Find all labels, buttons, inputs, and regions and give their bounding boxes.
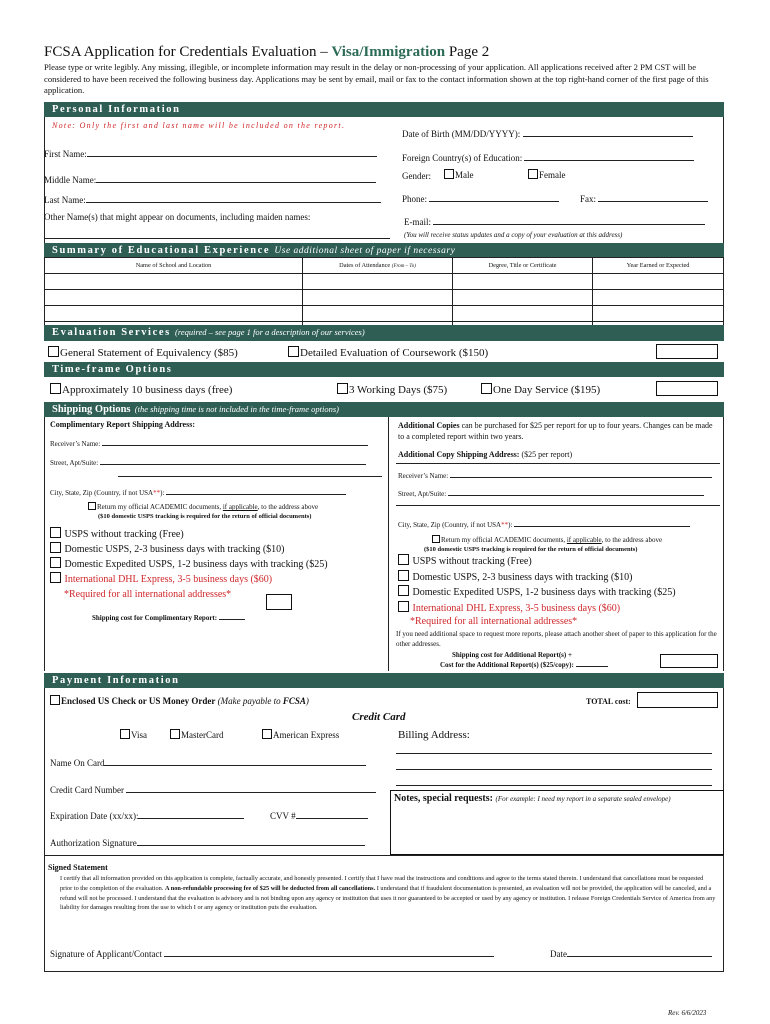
statement-heading: Signed Statement [48,863,108,872]
additional-address-line[interactable] [396,463,720,464]
title-accent: Visa/Immigration [331,44,446,60]
col-dates: Dates of Attendance (From – To) [303,258,453,274]
comp-shipping-cost-box[interactable] [266,594,292,610]
add-return-docs-checkbox[interactable] [432,535,440,543]
email-field[interactable]: E-mail: [404,216,705,227]
comp-required-intl: *Required for all international addresses* [64,589,232,600]
add-shipping-cost-box[interactable] [660,654,718,668]
add-expedited-checkbox[interactable] [398,585,409,596]
add-return-docs[interactable]: Return my official ACADEMIC documents, if applicable, to the address above [432,535,662,544]
comp-receiver-field[interactable]: Receiver’s Name: [50,437,368,448]
timeframe-cost-box[interactable] [656,381,718,396]
timeframe-3-days-checkbox[interactable] [337,383,348,394]
revision-date: Rev. 6/6/2023 [668,1009,707,1017]
extra-space-note: If you need additional space to request more reports, please attach another sheet of paper to this application for the other addresses. [396,630,717,648]
shipping-divider [388,417,389,671]
add-cost-label-2: Cost for the Additional Report(s) ($25/copy): [440,661,608,669]
credit-card-heading: Credit Card [352,711,406,723]
add-expedited[interactable]: Domestic Expedited USPS, 1-2 business days with tracking ($25) [398,585,676,598]
add-street-line2[interactable] [396,505,720,506]
check-checkbox[interactable] [50,695,60,705]
billing-line-1[interactable] [396,753,712,754]
visa-checkbox[interactable] [120,729,130,739]
total-cost-label: TOTAL cost: [586,697,631,706]
comp-domestic-checkbox[interactable] [50,542,61,553]
cvv-field[interactable]: CVV # [270,810,368,821]
comp-return-docs-checkbox[interactable] [88,502,96,510]
personal-heading: Personal Information [44,102,724,117]
col-school: Name of School and Location [45,258,303,274]
add-domestic-checkbox[interactable] [398,570,409,581]
timeframe-1-day[interactable]: One Day Service ($195) [481,383,600,396]
col-degree: Degree, Title or Certificate [453,258,593,274]
title-suffix: Page 2 [448,44,490,60]
expiration-field[interactable]: Expiration Date (xx/xx): [50,810,244,821]
other-names-label: Other Name(s) that might appear on documents, including maiden names: [44,212,311,222]
general-statement-option[interactable]: General Statement of Equivalency ($85) [48,346,238,359]
signature-field[interactable]: Signature of Applicant/Contact [50,948,494,959]
complimentary-title: Complimentary Report Shipping Address: [50,420,195,429]
payment-heading: Payment Information [44,673,724,688]
detailed-evaluation-option[interactable]: Detailed Evaluation of Coursework ($150) [288,346,488,359]
gender-label: Gender: [402,171,431,181]
comp-dhl[interactable]: International DHL Express, 3-5 business days ($60) [50,572,272,585]
billing-line-2[interactable] [396,769,712,770]
comp-return-docs-note: ($10 domestic USPS tracking is required for the return of official documents) [98,513,312,520]
comp-street-line2[interactable] [118,472,382,477]
phone-field[interactable]: Phone: [402,193,559,204]
amex-checkbox[interactable] [262,729,272,739]
dob-field[interactable]: Date of Birth (MM/DD/YYYY): [402,128,693,139]
email-note: (You will receive status updates and a copy of your evaluation at this address) [404,231,623,239]
table-row[interactable] [45,274,724,290]
check-option[interactable]: Enclosed US Check or US Money Order (Make payable to FCSA) [50,695,309,706]
billing-address-label: Billing Address: [398,729,470,741]
visa-option[interactable]: Visa [120,729,147,740]
billing-line-3[interactable] [396,785,712,786]
card-number-field[interactable]: Credit Card Number [50,784,376,795]
add-return-docs-note: ($10 domestic USPS tracking is required for the return of official documents) [424,546,638,553]
detailed-evaluation-checkbox[interactable] [288,346,299,357]
female-option[interactable]: Female [528,169,566,180]
first-name-field[interactable]: First Name: [44,148,377,159]
name-on-card-field[interactable]: Name On Card [50,757,366,768]
services-heading: Evaluation Services (required – see page 1 for a description of our services) [44,325,724,341]
general-statement-checkbox[interactable] [48,346,59,357]
comp-dhl-checkbox[interactable] [50,572,61,583]
comp-domestic[interactable]: Domestic USPS, 2-3 business days with tracking ($10) [50,542,285,555]
mastercard-checkbox[interactable] [170,729,180,739]
title-prefix: FCSA Application for Credentials Evaluation – [44,44,328,60]
add-street-field[interactable]: Street, Apt/Suite: [398,487,704,498]
foreign-country-field[interactable]: Foreign Country(s) of Education: [402,152,694,163]
comp-usps-free[interactable]: USPS without tracking (Free) [50,527,184,540]
additional-address-title: Additional Copy Shipping Address: ($25 per report) [398,450,573,459]
add-domestic[interactable]: Domestic USPS, 2-3 business days with tracking ($10) [398,570,633,583]
intro-text: Please type or write legibly. Any missing, illegible, or incomplete information may result in the delay or non-processing of your application. All applications received after 2 PM CST will be considered to have been received the following business day. Applications may be sent by email, mail or fax to the contact information shown at the top right-hand corner of the first page of this application. [44,62,709,95]
add-usps-free-checkbox[interactable] [398,554,409,565]
add-dhl-checkbox[interactable] [398,601,409,612]
notes-label: Notes, special requests: (For example: I need my report in a separate sealed envelope) [394,793,671,804]
table-row[interactable] [45,306,724,322]
comp-city-field[interactable]: City, State, Zip (Country, if not USA**): [50,486,346,497]
comp-cost-label: Shipping cost for Complimentary Report: [92,614,245,622]
services-cost-box[interactable] [656,344,718,359]
additional-copies-text: Additional Copies can be purchased for $25 per report for up to four years. Changes can be made to a completed report within two years. [398,421,713,441]
total-cost-box[interactable] [637,692,718,708]
education-heading: Summary of Educational Experience Use additional sheet of paper if necessary [44,243,724,258]
add-required-intl: *Required for all international addresses* [410,616,578,627]
male-option[interactable]: Male [444,169,474,180]
fax-field[interactable]: Fax: [580,193,708,204]
add-usps-free[interactable]: USPS without tracking (Free) [398,554,532,567]
comp-expedited[interactable]: Domestic Expedited USPS, 1-2 business days with tracking ($25) [50,557,328,570]
other-names-field[interactable] [44,231,390,239]
female-checkbox[interactable] [528,169,538,179]
male-checkbox[interactable] [444,169,454,179]
last-name-field[interactable]: Last Name: [44,194,381,205]
comp-usps-free-checkbox[interactable] [50,527,61,538]
timeframe-heading: Time-frame Options [44,362,724,377]
timeframe-3-days[interactable]: 3 Working Days ($75) [337,383,447,396]
mastercard-option[interactable]: MasterCard [170,729,224,740]
middle-name-field[interactable]: Middle Name: [44,174,376,185]
add-receiver-field[interactable]: Receiver’s Name: [398,469,712,480]
timeframe-10-days-checkbox[interactable] [50,383,61,394]
authorization-field[interactable]: Authorization Signature [50,837,365,848]
comp-return-docs[interactable]: Return my official ACADEMIC documents, if applicable, to the address above [88,502,318,511]
name-note: Note: Only the first and last name will be included on the report. [52,121,346,130]
timeframe-10-days[interactable]: Approximately 10 business days (free) [50,383,232,396]
statement-text: I certify that all information provided on this application is complete, factually accurate, and honestly presented. I certify that I have read the instructions and conditions and agree to the terms stated therein. I understand that cancellations must be requested prior to the completion of the evaluation. A non-refundable processing fee of $25 will be deducted from all cancellations. I understand that if fraudulent documentation is presented, an evaluation will not be provided, the application will be canceled, and a refund will not be processed. I understand that the evaluation is advisory and is not binding upon any agency or institution that uses it nor guaranteed to be accepted or used by any agency or institution. I release Foreign Credentials Service of America from any liability for damages resulting from the use to which I or any agency or institution puts the evaluation. [60,875,716,912]
add-cost-label-1: Shipping cost for Additional Report(s) + [452,651,572,659]
page-title [44,44,489,61]
date-field[interactable]: Date [550,948,712,959]
shipping-heading: Shipping Options (the shipping time is not included in the time-frame options) [44,402,724,417]
comp-street-field[interactable]: Street, Apt/Suite: [50,456,366,467]
add-dhl[interactable]: International DHL Express, 3-5 business days ($60) [398,601,620,614]
col-year: Year Earned or Expected [593,258,724,274]
add-city-field[interactable]: City, State, Zip (Country, if not USA**): [398,518,690,529]
comp-expedited-checkbox[interactable] [50,557,61,568]
amex-option[interactable]: American Express [262,729,339,740]
table-row[interactable] [45,290,724,306]
timeframe-1-day-checkbox[interactable] [481,383,492,394]
